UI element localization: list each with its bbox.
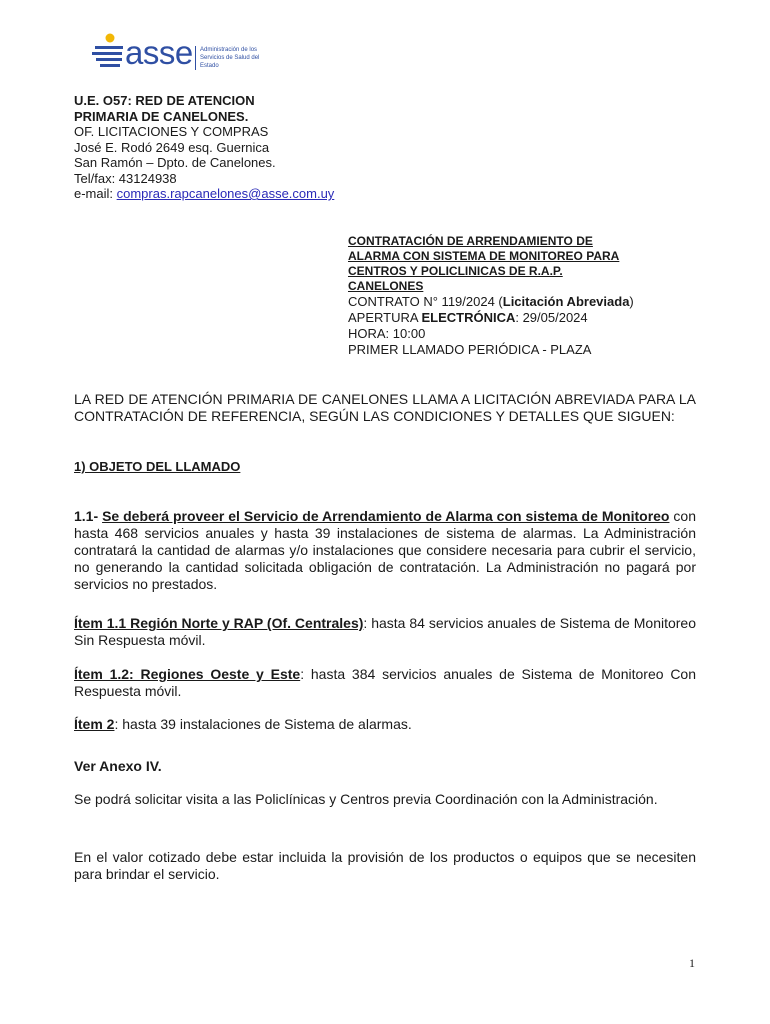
annex-reference: Ver Anexo IV. bbox=[74, 758, 162, 774]
item-1-2 bbox=[74, 666, 696, 700]
header-email-line bbox=[74, 186, 334, 202]
contract-title-1: CONTRATACIÓN DE ARRENDAMIENTO DE bbox=[348, 234, 593, 248]
logo-subtitle-line2: Servicios de Salud del Estado bbox=[200, 55, 260, 69]
item-1-2-text: : hasta 384 servicios anuales de Sistema de Monitoreo Con Respuesta móvil. bbox=[74, 666, 697, 699]
section-title: 1) OBJETO DEL LLAMADO bbox=[74, 459, 241, 474]
item-2-label: Ítem 2 bbox=[74, 716, 115, 732]
paragraph-body: con hasta 468 servicios anuales y hasta 39 instalaciones de sistema de alarmas. La Administración contratará la cantidad de alarmas y/o instalaciones que considere necesaria para cubrir el servicio, no generando la cantidad solicitada obligación de contratación. La Administración no pagará por servicios no prestados. bbox=[74, 508, 696, 592]
header-city: San Ramón – Dpto. de Canelones. bbox=[74, 155, 276, 170]
email-label: e-mail: bbox=[74, 186, 117, 201]
item-1-1-text: : hasta 84 servicios anuales de Sistema de Monitoreo Sin Respuesta móvil. bbox=[74, 615, 697, 648]
item-2-text: : hasta 39 instalaciones de Sistema de alarmas. bbox=[114, 716, 412, 732]
contract-details bbox=[348, 234, 693, 358]
header-phone: Tel/fax: 43124938 bbox=[74, 170, 177, 186]
logo-subtitle-line1: Administración de los bbox=[200, 47, 258, 53]
contract-call: PRIMER LLAMADO PERIÓDICA - PLAZA bbox=[348, 342, 592, 357]
item-2 bbox=[74, 716, 696, 733]
contract-number-suffix: ) bbox=[629, 294, 634, 309]
opening-date: : 29/05/2024 bbox=[515, 310, 588, 325]
header-network: PRIMARIA DE CANELONES. bbox=[74, 108, 249, 124]
paragraph-number: 1.1- bbox=[74, 508, 103, 524]
intro-paragraph: LA RED DE ATENCIÓN PRIMARIA DE CANELONES LLAMA A LICITACIÓN ABREVIADA PARA LA CONTRATACIÓN DE REFERENCIA, SEGÚN LAS CONDICIONES Y DETALLES QUE SIGUEN: bbox=[74, 391, 696, 424]
visit-paragraph: Se podrá solicitar visita a las Policlínicas y Centros previa Coordinación con la Administración. bbox=[74, 791, 658, 807]
paragraph-heading: Se deberá proveer el Servicio de Arrendamiento de Alarma con sistema de Monitoreo bbox=[102, 508, 670, 524]
contract-title-2: ALARMA CON SISTEMA DE MONITOREO PARA bbox=[348, 249, 620, 263]
item-1-1-label: Ítem 1.1 Región Norte y RAP (Of. Centrales) bbox=[74, 615, 364, 631]
opening-prefix: APERTURA bbox=[348, 310, 422, 325]
contract-type: Licitación Abreviada bbox=[502, 294, 630, 309]
office-header bbox=[74, 93, 334, 202]
email-link[interactable]: compras.rapcanelones@asse.com.uy bbox=[116, 186, 335, 201]
paragraph-1-1 bbox=[74, 508, 696, 593]
header-address: José E. Rodó 2649 esq. Guernica bbox=[74, 139, 270, 155]
header-unit: U.E. O57: RED DE ATENCION bbox=[74, 93, 255, 108]
contract-number bbox=[348, 294, 693, 310]
asse-logo bbox=[92, 32, 272, 76]
item-1-2-label: Ítem 1.2: Regiones Oeste y Este bbox=[74, 666, 301, 682]
contract-title-3: CENTROS Y POLICLINICAS DE R.A.P. bbox=[348, 264, 563, 278]
logo-subtitle bbox=[195, 46, 270, 70]
price-paragraph: En el valor cotizado debe estar incluida la provisión de los productos o equipos que se necesiten para brindar el servicio. bbox=[74, 849, 696, 882]
item-1-1 bbox=[74, 615, 696, 649]
page-number: 1 bbox=[689, 956, 695, 970]
contract-title-4: CANELONES bbox=[348, 279, 424, 293]
opening-mode: ELECTRÓNICA bbox=[421, 310, 516, 325]
asse-emblem-icon bbox=[92, 32, 126, 76]
contract-opening bbox=[348, 310, 693, 326]
logo-brand: asse bbox=[125, 34, 193, 71]
contract-time: HORA: 10:00 bbox=[348, 326, 426, 341]
header-office: OF. LICITACIONES Y COMPRAS bbox=[74, 124, 269, 139]
contract-number-prefix: CONTRATO N° 119/2024 ( bbox=[348, 294, 503, 309]
